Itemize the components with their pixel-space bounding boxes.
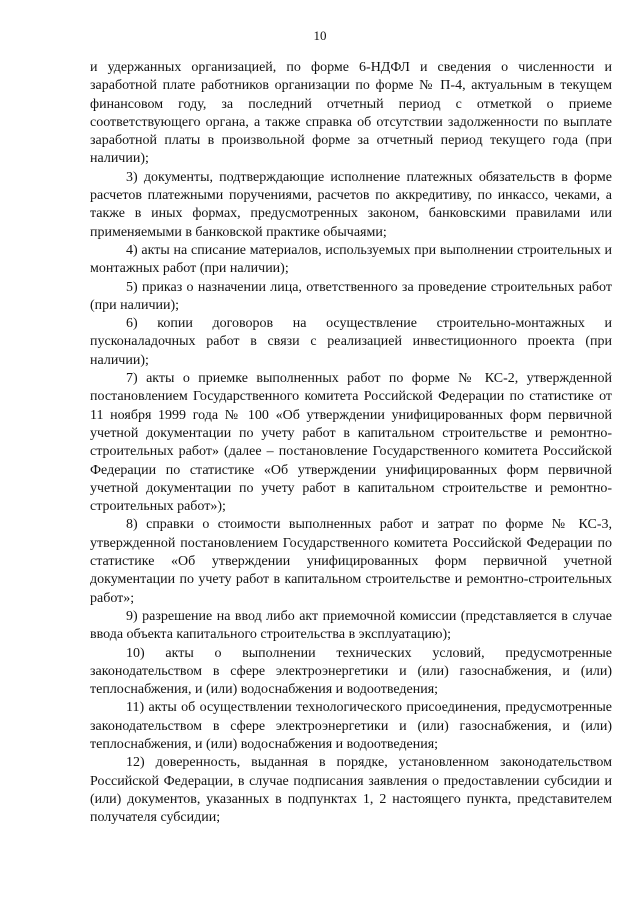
paragraph-item-7: 7) акты о приемке выполненных работ по форме № КС-2, утвержденной постановлением Государственного комитета Российской Федерации по статистике от 11 ноября 1999 года № 100 «Об утверждении унифицированных форм первичной учетной документации по учету работ в капитальном строительстве и ремонтно-строительных работ» (далее – постановление Государственного комитета Российской Федерации по статистике «Об утверждении унифицированных форм первичной учетной документации по учету работ в капитальном строительстве и ремонтно-строительных работ»); [90,371,612,515]
paragraph-item-9: 9) разрешение на ввод либо акт приемочной комиссии (представляется в случае ввода объекта капитального строительства в эксплуатацию); [90,608,612,643]
page-number: 10 [313,28,327,43]
document-body [90,59,612,827]
paragraph-item-5: 5) приказ о назначении лица, ответственного за проведение строительных работ (при наличии); [90,279,612,313]
paragraph-item-12: 12) доверенность, выданная в порядке, установленном законодательством Российской Федерации, в случае подписания заявления о предоставлении субсидии и (или) документов, указанных в подпунктах 1, 2 настоящего пункта, представителем получателя субсидии; [90,755,612,826]
paragraph-item-8: 8) справки о стоимости выполненных работ и затрат по форме № КС-3, утвержденной постановлением Государственного комитета Российской Федерации по статистике «Об утверждении унифицированных форм первичной учетной документации по учету работ в капитальном строительстве и ремонтно-строительных работ»; [90,517,612,606]
paragraph-item-3: 3) документы, подтверждающие исполнение платежных обязательств в форме расчетов платежными поручениями, расчетов по аккредитиву, по инкассо, чеками, а также в иных формах, предусмотренных законом, банковскими правилами или применяемыми в банковской практике обычаями; [90,169,612,240]
paragraph-continuation: и удержанных организацией, по форме 6-НДФЛ и сведения о численности и заработной плате работников организации по форме № П-4, актуальным в текущем финансовом году, за последний отчетный период с отметкой о приеме соответствующего органа, а также справка об отсутствии задолженности по выплате заработной платы в произвольной форме за отчетный период текущего года (при наличии); [90,60,612,167]
paragraph-item-6: 6) копии договоров на осуществление строительно-монтажных и пусконаладочных работ в связи с реализацией инвестиционного проекта (при наличии); [90,316,612,368]
paragraph-item-11: 11) акты об осуществлении технологического присоединения, предусмотренные законодательством в сфере электроэнергетики и (или) газоснабжения, и (или) теплоснабжения, и (или) водоснабжения и водоотведения; [90,700,612,752]
paragraph-item-4: 4) акты на списание материалов, используемых при выполнении строительных и монтажных работ (при наличии); [90,242,612,277]
paragraph-item-10: 10) акты о выполнении технических условий, предусмотренные законодательством в сфере электроэнергетики и (или) газоснабжения, и (или) теплоснабжения, и (или) водоснабжения и водоотведения; [90,645,612,698]
